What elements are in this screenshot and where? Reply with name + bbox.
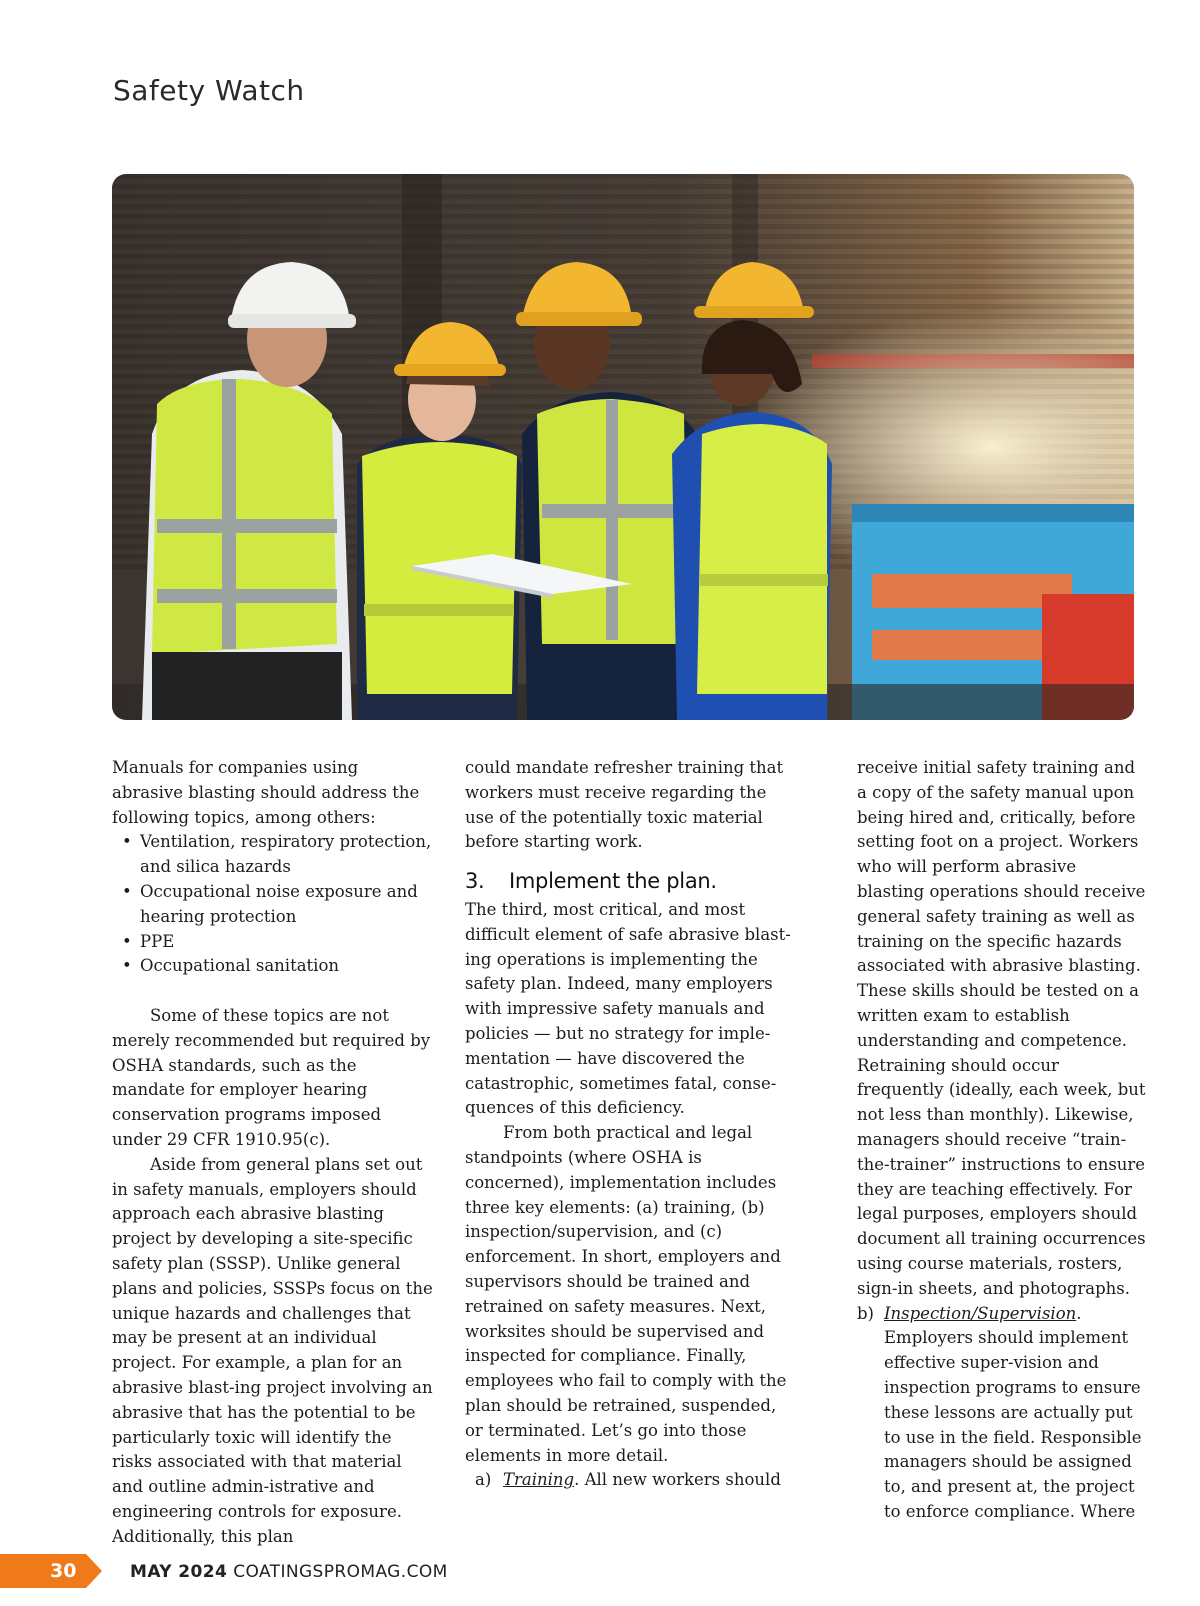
term-inspection-supervision: Inspection/Supervision	[884, 1303, 1077, 1323]
hero-photo	[112, 174, 1134, 720]
list-item-a	[465, 1468, 795, 1493]
heading-text: Implement the plan.	[509, 869, 717, 894]
list-item: • Occupational sanitation	[112, 954, 434, 979]
paragraph: The third, most critical, and most difficult element of safe abrasive blast-ing operations is implementing the safety plan. Indeed, many employers with impressive safety manuals and policies — but no strategy for imple-mentation — have discovered the catastrophic, sometimes fatal, conse-quences of this deficiency.	[465, 899, 791, 1118]
column-1	[112, 756, 434, 1550]
workers-safety-meeting-photo	[112, 174, 1134, 720]
list-item: • Ventilation, respiratory protection, and silica hazards	[112, 830, 434, 880]
paragraph: Some of these topics are not merely recommended but required by OSHA standards, such as the mandate for employer hearing conservation programs imposed under 29 CFR 1910.95(c).	[112, 1005, 431, 1149]
list-marker: a)	[475, 1470, 492, 1490]
paragraph: receive initial safety training and a copy of the safety manual upon being hired and, critically, before setting foot on a project. Workers who will perform abrasive blasting operations should receive general safety training as well as training on the specific hazards associated with abrasive blasting. These skills should be tested on a written exam to establish understanding and competence. Retraining should occur frequently (ideally, each week, but not less than monthly). Likewise, managers should receive “train-the-trainer” instructions to ensure they are teaching effectively. For legal purposes, employers should document all training occurrences using course materials, rosters, sign-in sheets, and photographs.	[857, 758, 1146, 1298]
page-number: 30	[50, 1560, 77, 1582]
heading-number: 3.	[465, 869, 485, 894]
site-name: COATINGSPROMAG.COM	[233, 1562, 448, 1582]
spacer	[112, 979, 434, 1004]
paragraph: Manuals for companies using abrasive blasting should address the following topics, among others:	[112, 758, 420, 827]
paragraph: From both practical and legal standpoints (where OSHA is concerned), implementation includes three key elements: (a) training, (b) inspection/supervision, and (c) enforcement. In short, employers and supervisors should be trained and retrained on safety measures. Next, worksites should be supervised and inspected for compliance. Finally, employees who fail to comply with the plan should be retrained, suspended, or terminated. Let’s go into those elements in more detail.	[465, 1123, 787, 1465]
list-item-b	[857, 1302, 1147, 1525]
list-marker: b)	[857, 1303, 874, 1323]
topics-list	[112, 830, 434, 979]
list-item-text: . Employers should implement effective super-vision and inspection programs to ensure these lessons are actually put to use in the field. Responsible managers should be assigned to, and present at, the project to enforce compliance. Where	[884, 1303, 1142, 1521]
term-training: Training	[503, 1470, 575, 1490]
list-item-text: . All new workers should	[574, 1470, 781, 1490]
paragraph: could mandate refresher training that workers must receive regarding the use of the potentially toxic material before starting work.	[465, 758, 784, 852]
list-item: • Occupational noise exposure and hearing protection	[112, 880, 434, 930]
column-3	[857, 756, 1147, 1525]
list-item: • PPE	[112, 930, 434, 955]
paragraph: Aside from general plans set out in safety manuals, employers should approach each abrasive blasting project by developing a site-specific safety plan (SSSP). Unlike general plans and policies, SSSPs focus on the unique hazards and challenges that may be present at an individual project. For example, a plan for an abrasive blast-ing project involving an abrasive that has the potential to be particularly toxic will identify the risks associated with that material and outline admin-istrative and engineering controls for exposure. Additionally, this plan	[112, 1154, 433, 1546]
footer-issue	[130, 1557, 448, 1587]
column-2	[465, 756, 795, 1493]
section-heading	[465, 869, 795, 894]
issue-date: MAY 2024	[130, 1562, 228, 1582]
section-title: Safety Watch	[113, 74, 305, 107]
